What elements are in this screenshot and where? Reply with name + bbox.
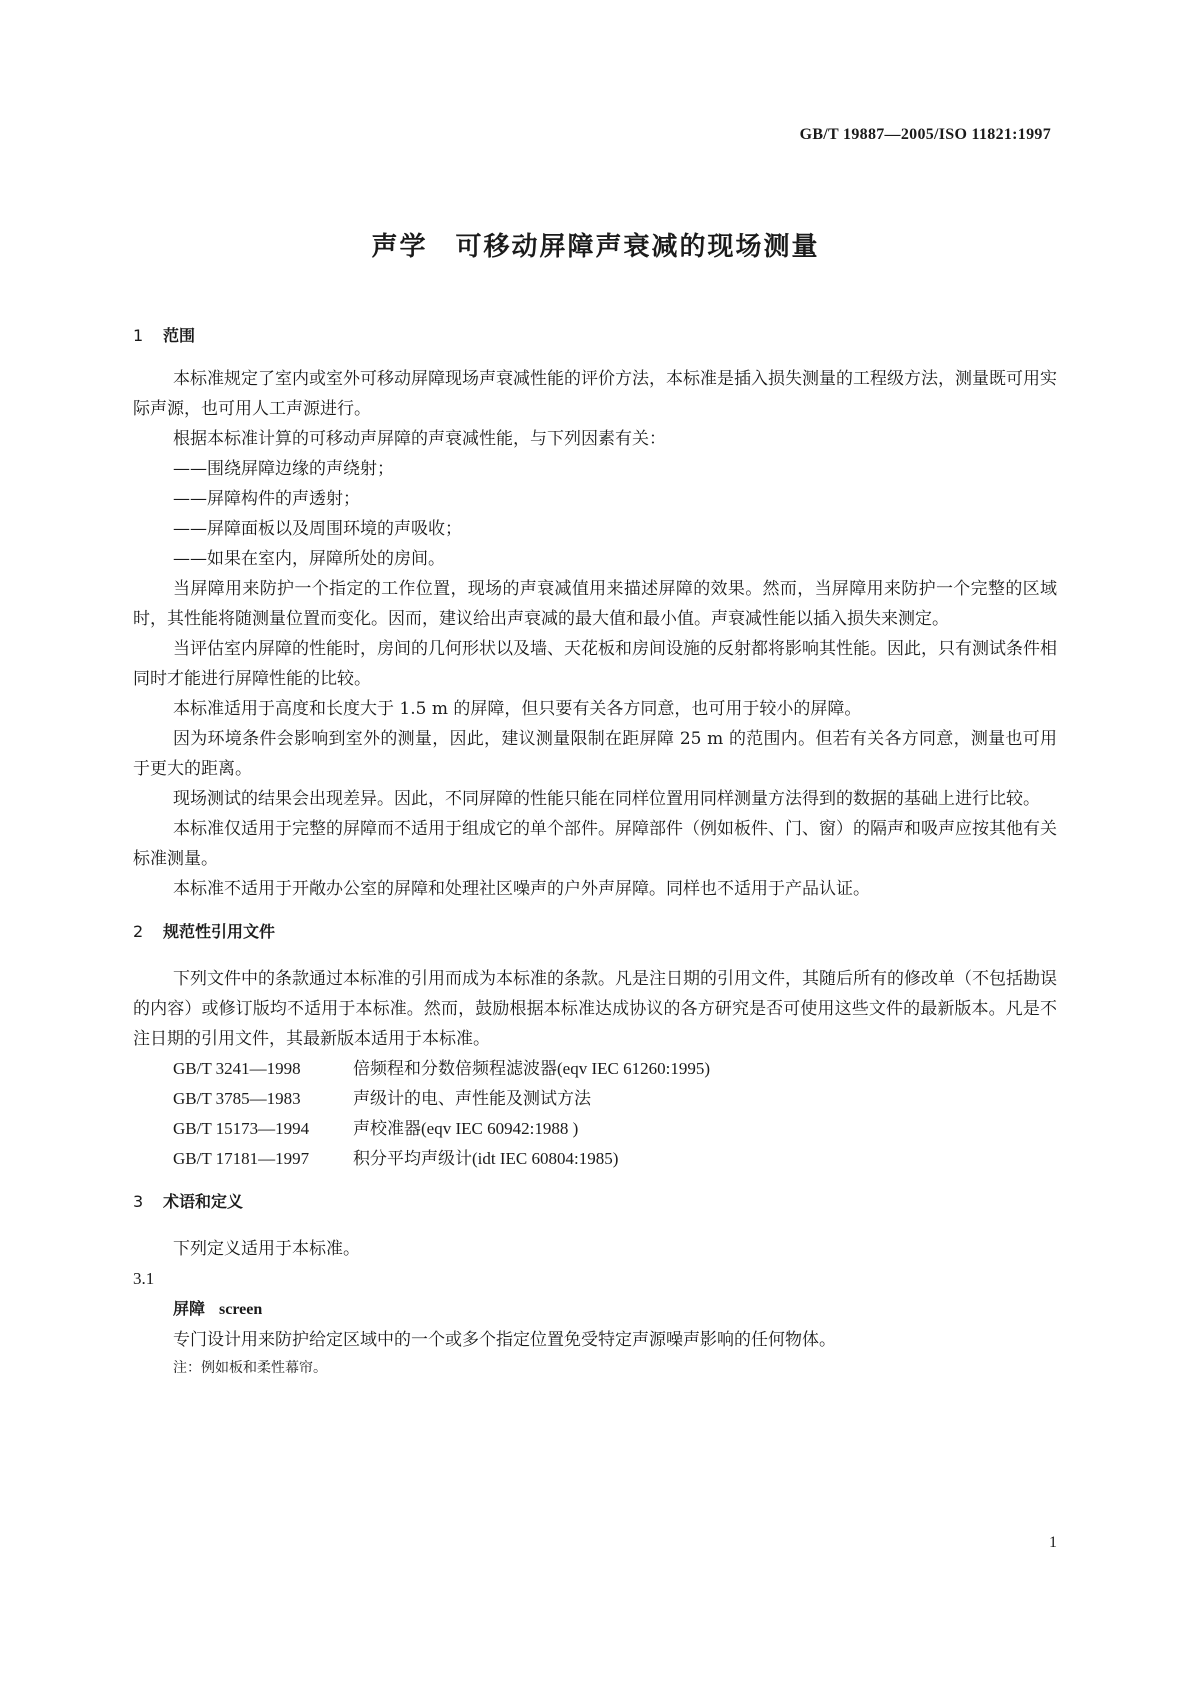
document-title: 声学 可移动屏障声衰减的现场测量 bbox=[371, 232, 820, 262]
reference-item bbox=[133, 1054, 1057, 1084]
reference-item bbox=[133, 1084, 1057, 1114]
term-english: screen bbox=[219, 1301, 263, 1318]
term-note: 注：例如板和柔性幕帘。 bbox=[173, 1360, 327, 1376]
section-1-para-1: 本标准规定了室内或室外可移动屏障现场声衰减性能的评价方法，本标准是插入损失测量的工程级方法，测量既可用实际声源，也可用人工声源进行。 bbox=[133, 369, 1057, 419]
section-1-para-7: 现场测试的结果会出现差异。因此，不同屏障的性能只能在同样位置用同样测量方法得到的数据的基础上进行比较。 bbox=[173, 789, 1040, 809]
section-1-para-9: 本标准不适用于开敞办公室的屏障和处理社区噪声的户外声屏障。同样也不适用于产品认证。 bbox=[173, 879, 870, 899]
section-2-title: 规范性引用文件 bbox=[163, 922, 276, 941]
reference-title: 声级计的电、声性能及测试方法 bbox=[353, 1089, 591, 1108]
clause-number: 3.1 bbox=[133, 1269, 155, 1288]
section-3-title: 术语和定义 bbox=[163, 1192, 244, 1211]
section-2-heading bbox=[133, 918, 1057, 946]
term-definition: 专门设计用来防护给定区域中的一个或多个指定位置免受特定声源噪声影响的任何物体。 bbox=[173, 1330, 836, 1350]
list-item: ——屏障构件的声透射； bbox=[173, 489, 360, 509]
term-chinese: 屏障 bbox=[173, 1299, 206, 1318]
document-body bbox=[133, 322, 1057, 1381]
reference-code: GB/T 17181—1997 bbox=[173, 1149, 310, 1168]
section-1-para-2: 根据本标准计算的可移动声屏障的声衰减性能，与下列因素有关： bbox=[173, 429, 666, 449]
section-1-para-3: 当屏障用来防护一个指定的工作位置，现场的声衰减值用来描述屏障的效果。然而，当屏障用来防护一个完整的区域时，其性能将随测量位置而变化。因而，建议给出声衰减的最大值和最小值。声衰减性能以插入损失来测定。 bbox=[133, 579, 1057, 629]
section-3-number: 3 bbox=[133, 1192, 144, 1211]
section-3-heading bbox=[133, 1188, 1057, 1216]
reference-item bbox=[133, 1114, 1057, 1144]
section-1-para-8: 本标准仅适用于完整的屏障而不适用于组成它的单个部件。屏障部件（例如板件、门、窗）的隔声和吸声应按其他有关标准测量。 bbox=[133, 819, 1057, 869]
list-item: ——围绕屏障边缘的声绕射； bbox=[173, 459, 394, 479]
reference-title: 积分平均声级计(idt IEC 60804:1985) bbox=[353, 1149, 619, 1168]
list-item: ——屏障面板以及周围环境的声吸收； bbox=[173, 519, 462, 539]
standard-number: GB/T 19887—2005/ISO 11821:1997 bbox=[799, 126, 1051, 143]
section-1-para-6: 因为环境条件会影响到室外的测量，因此，建议测量限制在距屏障 25 m 的范围内。但若有关各方同意，测量也可用于更大的距离。 bbox=[133, 729, 1057, 779]
section-3-para-1: 下列定义适用于本标准。 bbox=[173, 1239, 360, 1259]
section-1-heading bbox=[133, 322, 1057, 350]
section-1-para-4: 当评估室内屏障的性能时，房间的几何形状以及墙、天花板和房间设施的反射都将影响其性能。因此，只有测试条件相同时才能进行屏障性能的比较。 bbox=[133, 639, 1057, 689]
page-number: 1 bbox=[1049, 1534, 1057, 1551]
reference-code: GB/T 3785—1983 bbox=[173, 1089, 301, 1108]
section-1-number: 1 bbox=[133, 326, 144, 345]
reference-item bbox=[133, 1144, 1057, 1174]
section-2-para-1: 下列文件中的条款通过本标准的引用而成为本标准的条款。凡是注日期的引用文件，其随后所有的修改单（不包括勘误的内容）或修订版均不适用于本标准。然而，鼓励根据本标准达成协议的各方研究是否可使用这些文件的最新版本。凡是不注日期的引用文件，其最新版本适用于本标准。 bbox=[133, 969, 1057, 1049]
section-2-number: 2 bbox=[133, 922, 144, 941]
reference-title: 声校准器(eqv IEC 60942:1988 ) bbox=[353, 1119, 579, 1138]
section-1-title: 范围 bbox=[163, 326, 196, 345]
section-1-para-5: 本标准适用于高度和长度大于 1.5 m 的屏障，但只要有关各方同意，也可用于较小的屏障。 bbox=[173, 699, 862, 719]
reference-code: GB/T 3241—1998 bbox=[173, 1059, 301, 1078]
term-entry bbox=[133, 1294, 1057, 1325]
reference-title: 倍频程和分数倍频程滤波器(eqv IEC 61260:1995) bbox=[353, 1059, 710, 1078]
list-item: ——如果在室内，屏障所处的房间。 bbox=[173, 549, 445, 569]
reference-code: GB/T 15173—1994 bbox=[173, 1119, 310, 1138]
